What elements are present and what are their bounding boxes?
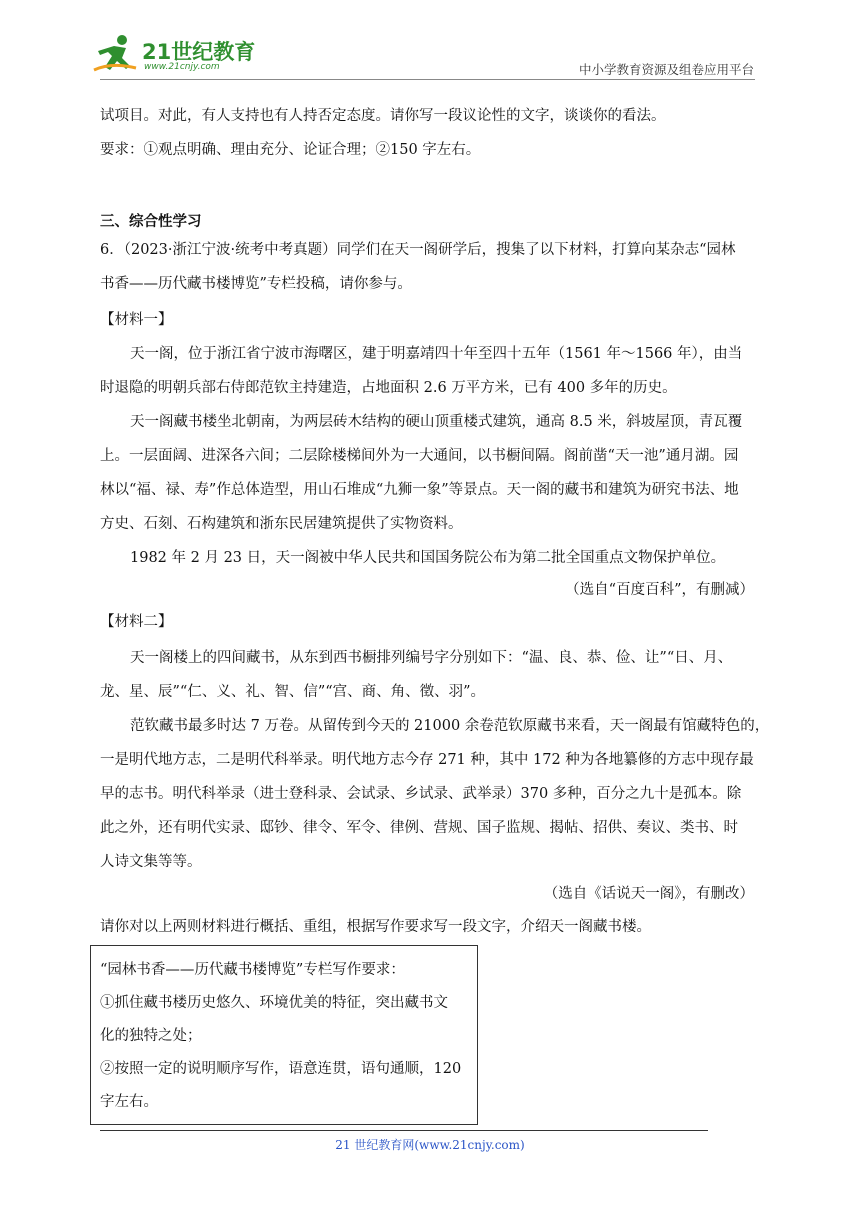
material-1-text: 1982 年 2 月 23 日，天一阁被中华人民共和国国务院公布为第二批全国重点文物保护单位。	[130, 550, 726, 566]
material-1-source: （选自“百度百科”，有删减）	[565, 582, 754, 598]
material-1-text: 天一阁，位于浙江省宁波市海曙区，建于明嘉靖四十年至四十五年（1561 年～1566 年），由当	[130, 346, 743, 362]
question-6-line: 6．（2023·浙江宁波·统考中考真题）同学们在天一阁研学后，搜集了以下材料，打算向某杂志“园林	[100, 242, 736, 258]
footer-divider	[100, 1130, 708, 1131]
intro-line: 试项目。对此，有人支持也有人持否定态度。请你写一段议论性的文字，谈谈你的看法。	[100, 108, 666, 124]
material-2-title: 【材料二】	[100, 614, 173, 630]
material-1-text: 时退隐的明朝兵部右侍郎范钦主持建造，占地面积 2.6 万平方米，已有 400 多年的历史。	[100, 380, 677, 396]
material-2-source: （选自《话说天一阁》，有删改）	[543, 886, 754, 902]
material-1-title: 【材料一】	[100, 312, 173, 328]
material-2-text: 人诗文集等等。	[100, 854, 202, 870]
material-1-text: 天一阁藏书楼坐北朝南，为两层砖木结构的硬山顶重楼式建筑，通高 8.5 米，斜坡屋顶，青瓦覆	[130, 414, 743, 430]
logo-text: 21世纪教育	[142, 40, 256, 64]
material-1-text: 方史、石刻、石构建筑和浙东民居建筑提供了实物资料。	[100, 516, 463, 532]
requirements-text: 字左右。	[100, 1094, 158, 1110]
question-6-line: 书香——历代藏书楼博览”专栏投稿，请你参与。	[100, 276, 412, 292]
logo-url: www.21cnjy.com	[144, 62, 220, 72]
requirements-text: “园林书香——历代藏书楼博览”专栏写作要求：	[100, 962, 405, 978]
requirements-text: ①抓住藏书楼历史悠久、环境优美的特征，突出藏书文	[100, 995, 448, 1011]
material-2-text: 一是明代地方志，二是明代科举录。明代地方志今存 271 种，其中 172 种为各地纂修的方志中现存最	[100, 752, 754, 768]
material-1-text: 林以“福、禄、寿”作总体造型，用山石堆成“九狮一象”等景点。天一阁的藏书和建筑为研究书法、地	[100, 482, 739, 498]
footer-link[interactable]: 21 世纪教育网(www.21cnjy.com)	[335, 1138, 525, 1152]
material-2-text: 龙、星、辰”“仁、义、礼、智、信”“宫、商、角、徵、羽”。	[100, 684, 486, 700]
requirements-text: 化的独特之处；	[100, 1028, 202, 1044]
material-2-text: 早的志书。明代科举录（进士登科录、会试录、乡试录、武举录）370 多种，百分之九十是孤本。除	[100, 786, 742, 802]
intro-requirement: 要求：①观点明确、理由充分、论证合理；②150 字左右。	[100, 142, 481, 158]
material-1-text: 上。一层面阔、进深各六间；二层除楼梯间外为一大通间，以书橱间隔。阁前凿“天一池”通月湖。园	[100, 448, 739, 464]
material-2-text: 天一阁楼上的四间藏书，从东到西书橱排列编号字分别如下：“温、良、恭、俭、让”“日、月、	[130, 650, 733, 666]
material-2-text: 此之外，还有明代实录、邸钞、律令、军令、律例、营规、国子监规、揭帖、招供、奏议、类书、时	[100, 820, 738, 836]
requirements-text: ②按照一定的说明顺序写作，语意连贯，语句通顺，120	[100, 1061, 462, 1077]
runner-logo-icon	[92, 34, 140, 74]
site-logo[interactable]	[92, 32, 262, 78]
task-instruction: 请你对以上两则材料进行概括、重组，根据写作要求写一段文字，介绍天一阁藏书楼。	[100, 919, 651, 935]
material-2-text: 范钦藏书最多时达 7 万卷。从留传到今天的 21000 余卷范钦原藏书来看，天一阁最有馆藏特色的，	[130, 718, 770, 734]
section-title: 三、综合性学习	[100, 214, 202, 230]
header-divider	[100, 79, 755, 80]
header-platform-name: 中小学教育资源及组卷应用平台	[578, 62, 754, 77]
